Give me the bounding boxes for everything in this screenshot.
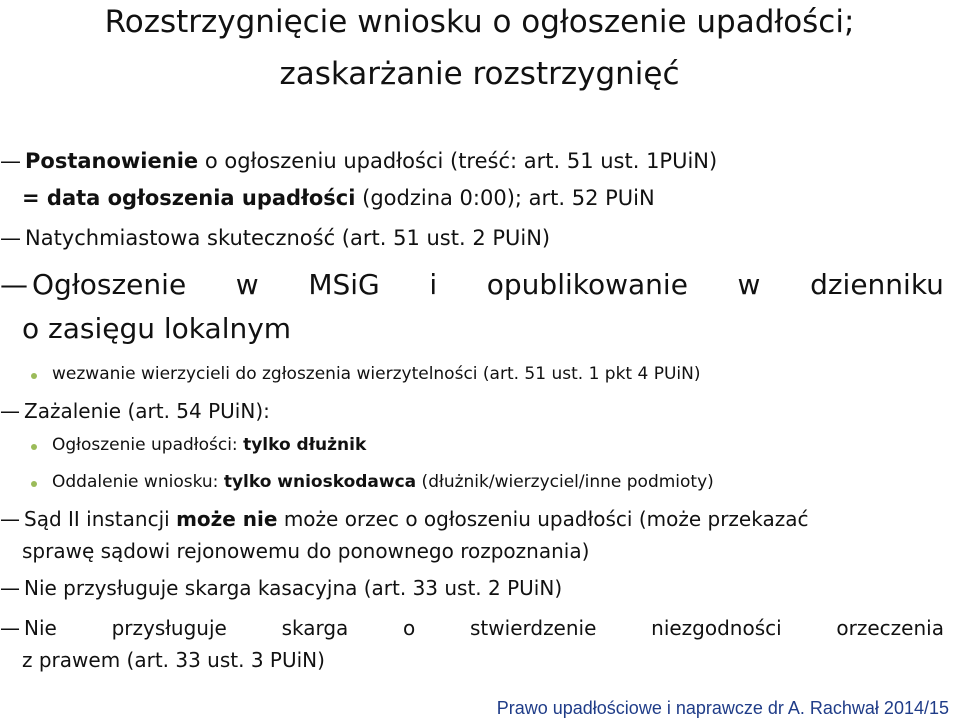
item-bold: tylko dłużnik — [243, 435, 367, 455]
item-skutecznosc — [0, 226, 550, 250]
title-line-2: zaskarżanie rozstrzygnięć — [279, 56, 680, 92]
word: w — [235, 268, 259, 301]
word: stwierdzenie — [470, 616, 597, 640]
dash-marker: — — [0, 268, 28, 301]
word: orzeczenia — [836, 616, 944, 640]
word: Nie — [24, 616, 57, 640]
dash-marker: — — [0, 149, 21, 173]
item-text: Sąd II instancji — [24, 507, 177, 531]
item-text: (godzina 0:00); art. 52 PUiN — [355, 186, 655, 210]
dash-marker: — — [0, 616, 20, 640]
bullet-dot — [31, 444, 37, 450]
dash-marker: — — [0, 226, 21, 250]
item-skarga-niezgodnosc-line2: z prawem (art. 33 ust. 3 PUiN) — [22, 648, 325, 672]
item-first-word — [0, 268, 186, 301]
title-line-1: Rozstrzygnięcie wniosku o ogłoszenie upadłości; — [104, 4, 855, 40]
subitem-oddalenie — [52, 472, 714, 492]
item-text: może orzec o ogłoszeniu upadłości (może przekazać — [277, 507, 809, 531]
word: i — [429, 268, 438, 301]
word: Ogłoszenie — [32, 268, 187, 301]
item-data-ogloszenia — [22, 186, 655, 210]
word: o — [403, 616, 416, 640]
bullet-dot — [31, 481, 37, 487]
item-first-word — [0, 616, 57, 640]
item-postanowienie — [0, 149, 717, 173]
item-text: Oddalenie wniosku: — [52, 472, 224, 492]
item-sad-ii-instancji-line2: sprawę sądowi rejonowemu do ponownego rozpoznania) — [22, 539, 590, 563]
item-ogloszenie-msig — [0, 268, 944, 301]
item-ogloszenie-msig-line2: o zasięgu lokalnym — [22, 312, 292, 345]
dash-marker: — — [0, 507, 20, 531]
item-skarga-niezgodnosc — [0, 616, 944, 640]
item-text: Natychmiastowa skuteczność (art. 51 ust. 2 PUiN) — [25, 226, 551, 250]
item-text: o ogłoszeniu upadłości (treść: art. 51 ust. 1PUiN) — [198, 149, 718, 173]
item-bold: tylko wnioskodawca — [223, 472, 417, 492]
item-text: Ogłoszenie upadłości: — [52, 435, 244, 455]
item-text: Zażalenie (art. 54 PUiN): — [24, 399, 270, 423]
word: MSiG — [308, 268, 380, 301]
subitem-ogloszenie-upadlosci — [52, 435, 366, 455]
item-bold: = data ogłoszenia upadłości — [22, 186, 356, 210]
word: opublikowanie — [486, 268, 688, 301]
word: niezgodności — [651, 616, 782, 640]
item-text: Nie przysługuje skarga kasacyjna (art. 33 ust. 2 PUiN) — [24, 576, 563, 600]
item-sad-ii-instancji — [0, 507, 808, 531]
word: dzienniku — [810, 268, 944, 301]
item-zazalenie — [0, 399, 270, 423]
item-bold: może nie — [176, 507, 278, 531]
item-skarga-kasacyjna — [0, 576, 562, 600]
item-bold: Postanowienie — [25, 149, 199, 173]
slide-title — [0, 0, 959, 96]
slide-footer: Prawo upadłościowe i naprawcze dr A. Rachwał 2014/15 — [496, 698, 949, 718]
word: przysługuje — [111, 616, 227, 640]
dash-marker: — — [0, 576, 20, 600]
item-text: (dłużnik/wierzyciel/inne podmioty) — [416, 472, 714, 492]
bullet-dot — [31, 373, 37, 379]
word: w — [737, 268, 761, 301]
dash-marker: — — [0, 399, 20, 423]
word: skarga — [281, 616, 349, 640]
subitem-wezwanie: wezwanie wierzycieli do zgłoszenia wierzytelności (art. 51 ust. 1 pkt 4 PUiN) — [52, 364, 701, 384]
